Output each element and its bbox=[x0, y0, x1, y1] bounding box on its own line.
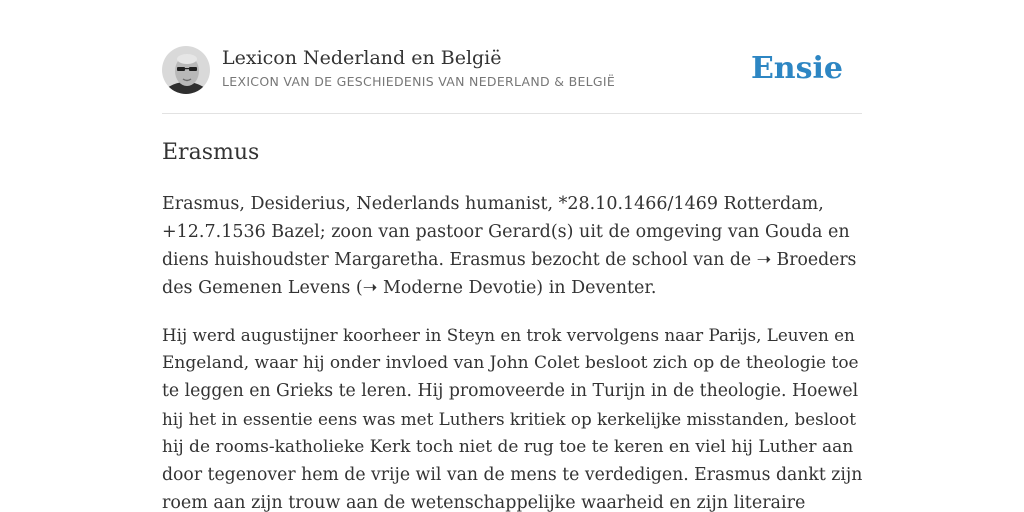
paragraph-line: te leggen en Grieks te leren. Hij promoveerde in Turijn in de theologie. Hoewel bbox=[162, 381, 859, 401]
paragraph-line: Engeland, waar hij onder invloed van John Colet besloot zich op de theologie toe bbox=[162, 353, 859, 373]
entry-paragraph-2 bbox=[162, 321, 862, 512]
site-title[interactable]: Lexicon Nederland en België bbox=[222, 47, 502, 69]
entry-paragraph-1 bbox=[162, 190, 862, 302]
header-divider bbox=[162, 113, 862, 114]
paragraph-line: hij de rooms-katholieke Kerk toch niet de rug toe te keren en viel hij Luther aan bbox=[162, 437, 854, 457]
paragraph-line: +12.7.1536 Bazel; zoon van pastoor Gerard(s) uit de omgeving van Gouda en bbox=[162, 222, 850, 242]
paragraph-line: diens huishoudster Margaretha. Erasmus bezocht de school van de ➝ Broeders bbox=[162, 250, 857, 270]
author-avatar[interactable] bbox=[162, 46, 210, 94]
entry-title: Erasmus bbox=[162, 140, 260, 165]
paragraph-line: Erasmus, Desiderius, Nederlands humanist, *28.10.1466/1469 Rotterdam, bbox=[162, 194, 824, 214]
paragraph-line: Hij werd augustijner koorheer in Steyn en trok vervolgens naar Parijs, Leuven en bbox=[162, 325, 855, 345]
page bbox=[162, 0, 862, 512]
ensie-logo[interactable]: Ensie bbox=[750, 51, 843, 86]
site-header bbox=[162, 46, 862, 96]
paragraph-line: roem aan zijn trouw aan de wetenschappelijke waarheid en zijn literaire bbox=[162, 493, 806, 512]
author-photo-icon bbox=[162, 46, 210, 94]
paragraph-line: hij het in essentie eens was met Luthers kritiek op kerkelijke misstanden, besloot bbox=[162, 409, 856, 429]
paragraph-line: des Gemenen Levens (➝ Moderne Devotie) in Deventer. bbox=[162, 278, 657, 298]
site-subtitle[interactable]: LEXICON VAN DE GESCHIEDENIS VAN NEDERLAND & BELGIË bbox=[222, 74, 616, 89]
paragraph-line: door tegenover hem de vrije wil van de mens te verdedigen. Erasmus dankt zijn bbox=[162, 465, 863, 485]
